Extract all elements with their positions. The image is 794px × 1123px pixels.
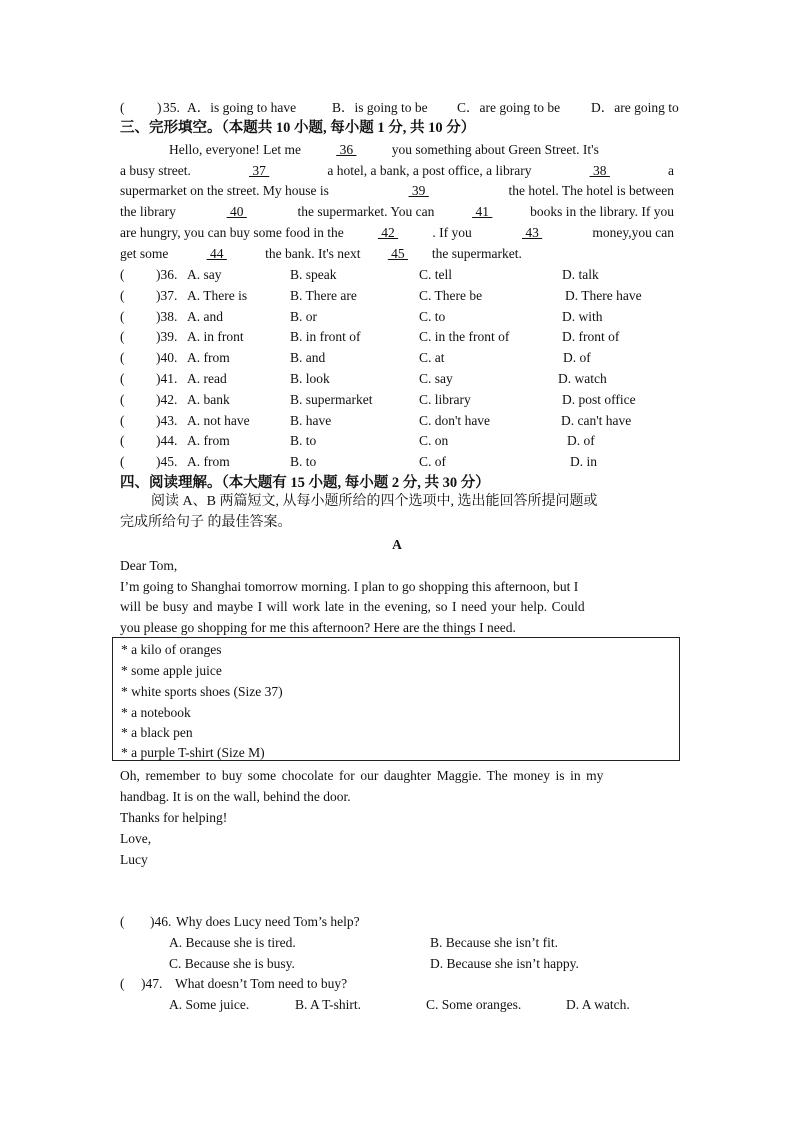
option-c[interactable]: C. at — [419, 350, 445, 366]
option-b[interactable]: B. in front of — [290, 329, 361, 345]
option-b[interactable]: B. A T-shirt. — [295, 997, 362, 1012]
cloze-question-row — [120, 453, 680, 471]
cloze-line-4: the library 40 the supermarket. You can 41 books in the library. If you — [120, 204, 674, 219]
cloze-line-1: Hello, everyone! Let me 36 you something about Green Street. It's — [169, 142, 599, 157]
option-d[interactable]: D．are going to — [591, 100, 679, 115]
option-b[interactable]: B. and — [290, 350, 326, 366]
option-a[interactable]: A. read — [187, 371, 227, 386]
question-number: )36. — [156, 267, 178, 282]
cloze-question-row — [120, 391, 680, 409]
option-b[interactable]: B. supermarket — [290, 391, 373, 407]
list-item: * a notebook — [121, 705, 191, 720]
cloze-question-row — [120, 412, 680, 430]
cloze-line-5: are hungry, you can buy some food in the 42 . If you 43 money,you can — [120, 225, 674, 240]
answer-paren-close: ) — [157, 100, 162, 115]
option-c[interactable]: C. in the front of — [419, 329, 510, 345]
option-c[interactable]: C. of — [419, 454, 446, 470]
option-d[interactable]: D. talk — [562, 267, 599, 282]
option-a[interactable]: A. in front — [187, 329, 244, 345]
cloze-line-6: get some 44 the bank. It's next 45 the supermarket. — [120, 246, 522, 261]
list-item: * a purple T-shirt (Size M) — [121, 745, 265, 760]
question-number: 35. — [163, 100, 180, 115]
answer-paren[interactable]: ( — [120, 371, 125, 386]
option-b[interactable]: B. to — [290, 433, 317, 449]
option-b[interactable]: B. or — [290, 308, 317, 324]
option-a[interactable]: A. from — [187, 350, 230, 366]
blank-41[interactable]: 41 — [472, 204, 493, 219]
option-c[interactable]: C．are going to be — [457, 100, 561, 115]
answer-paren[interactable]: ( — [120, 100, 125, 115]
option-d[interactable]: D. post office — [562, 391, 636, 407]
option-c[interactable]: C. on — [419, 433, 449, 449]
option-c[interactable]: C. Because she is busy. — [169, 956, 295, 971]
answer-paren[interactable]: ( — [120, 350, 125, 366]
blank-42[interactable]: 42 — [377, 225, 399, 240]
cloze-question-row — [120, 287, 680, 305]
cloze-question-row — [120, 266, 680, 284]
section-4-heading: 四、阅读理解。（本大题有 15 小题, 每小题 2 分, 共 30 分） — [120, 475, 490, 491]
option-d[interactable]: D. in — [570, 454, 597, 470]
question-number: )37. — [156, 287, 178, 303]
cloze-question-row — [120, 328, 680, 346]
answer-paren[interactable]: ( — [120, 308, 125, 324]
list-item: * white sports shoes (Size 37) — [121, 684, 283, 699]
blank-37[interactable]: 37 — [249, 163, 270, 178]
blank-36[interactable]: 36 — [336, 142, 357, 157]
option-a[interactable]: A. Some juice. — [169, 997, 250, 1012]
option-d[interactable]: D. can't have — [561, 412, 632, 428]
answer-paren[interactable]: ( — [120, 287, 125, 303]
question-46-options — [120, 955, 680, 973]
option-c[interactable]: C. to — [419, 308, 446, 324]
answer-paren[interactable]: ( — [120, 433, 125, 449]
answer-paren[interactable]: ( — [120, 412, 125, 428]
blank-44[interactable]: 44 — [206, 246, 227, 261]
question-number: )47. — [141, 976, 163, 991]
option-a[interactable]: A. from — [187, 454, 230, 470]
cloze-question-row — [120, 432, 680, 450]
option-d[interactable]: D. with — [562, 308, 603, 324]
option-c[interactable]: C. There be — [419, 287, 483, 303]
option-a[interactable]: A．is going to have — [187, 100, 297, 115]
option-b[interactable]: B. Because she isn’t fit. — [430, 935, 558, 950]
letter-line: Love, — [120, 831, 152, 846]
question-46 — [120, 913, 680, 931]
question-stem: What doesn’t Tom need to buy? — [175, 976, 348, 991]
blank-39[interactable]: 39 — [408, 183, 429, 198]
list-item: * a black pen — [121, 725, 193, 740]
blank-45[interactable]: 45 — [387, 246, 409, 261]
option-b[interactable]: B. to — [290, 454, 317, 470]
question-stem: Why does Lucy need Tom’s help? — [176, 914, 360, 929]
question-number: )46. — [150, 914, 172, 929]
question-47 — [120, 975, 680, 993]
cloze-question-row — [120, 370, 680, 388]
letter-line: Thanks for helping! — [120, 810, 228, 825]
letter-line: you please go shopping for me this afternoon? Here are the things I need. — [120, 620, 516, 635]
option-a[interactable]: A. Because she is tired. — [169, 935, 296, 950]
option-c[interactable]: C. say — [419, 371, 453, 386]
option-d[interactable]: D. of — [563, 350, 591, 366]
letter-line: handbag. It is on the wall, behind the door. — [120, 789, 351, 804]
option-d[interactable]: D. front of — [562, 329, 620, 345]
question-number: )38. — [156, 308, 178, 324]
question-47-options — [120, 996, 680, 1014]
letter-line: I’m going to Shanghai tomorrow morning. I plan to go shopping this afternoon, but I — [120, 579, 579, 594]
option-d[interactable]: D. watch — [558, 371, 607, 386]
blank-40[interactable]: 40 — [226, 204, 247, 219]
option-b[interactable]: B. look — [290, 371, 330, 386]
question-number: )45. — [156, 454, 178, 470]
question-number: )39. — [156, 329, 178, 345]
cloze-line-2: a busy street. 37 a hotel, a bank, a post office, a library 38 a — [120, 163, 674, 178]
option-d[interactable]: D. of — [567, 433, 595, 449]
option-c[interactable]: C. don't have — [419, 412, 491, 428]
section-4-instruction-1: 阅读 A、B 两篇短文, 从每小题所给的四个选项中, 选出能回答所提问题或 — [151, 494, 598, 509]
list-item: * a kilo of oranges — [121, 642, 222, 657]
answer-paren[interactable]: ( — [120, 914, 125, 929]
blank-38[interactable]: 38 — [589, 163, 610, 178]
letter-line: Oh, remember to buy some chocolate for our daughter Maggie. The money is in my — [120, 768, 604, 783]
question-number: )41. — [156, 371, 178, 386]
question-35 — [120, 99, 700, 117]
letter-greeting: Dear Tom, — [120, 558, 178, 573]
blank-43[interactable]: 43 — [521, 225, 543, 240]
option-c[interactable]: C. library — [419, 391, 471, 407]
passage-title: A — [392, 537, 402, 552]
option-c[interactable]: C. Some oranges. — [426, 997, 522, 1012]
section-3-heading: 三、完形填空。（本题共 10 小题, 每小题 1 分, 共 10 分） — [120, 120, 476, 136]
option-a[interactable]: A. bank — [187, 391, 230, 407]
option-d[interactable]: D. There have — [565, 287, 642, 303]
question-number: )40. — [156, 350, 178, 366]
option-a[interactable]: A. from — [187, 433, 230, 449]
option-b[interactable]: B．is going to be — [332, 100, 428, 115]
answer-paren[interactable]: ( — [120, 267, 125, 282]
question-number: )42. — [156, 391, 178, 407]
option-b[interactable]: B. have — [290, 412, 332, 428]
option-d[interactable]: D. Because she isn’t happy. — [430, 956, 579, 971]
option-d[interactable]: D. A watch. — [566, 997, 630, 1012]
option-b[interactable]: B. speak — [290, 267, 337, 282]
option-a[interactable]: A. There is — [187, 287, 248, 303]
option-b[interactable]: B. There are — [290, 287, 357, 303]
question-number: )43. — [156, 412, 178, 428]
answer-paren[interactable]: ( — [120, 391, 125, 407]
option-a[interactable]: A. and — [187, 308, 223, 324]
section-4-instruction-2: 完成所给句子 的最佳答案。 — [120, 515, 292, 530]
answer-paren[interactable]: ( — [120, 329, 125, 345]
option-a[interactable]: A. not have — [187, 412, 250, 428]
answer-paren[interactable]: ( — [120, 454, 125, 470]
cloze-question-row — [120, 308, 680, 326]
letter-signature: Lucy — [120, 852, 148, 867]
letter-line: will be busy and maybe I will work late in the evening, so I need your help. Could — [120, 599, 585, 614]
cloze-question-row — [120, 349, 680, 367]
answer-paren[interactable]: ( — [120, 976, 125, 991]
cloze-line-3: supermarket on the street. My house is 39 the hotel. The hotel is between — [120, 183, 674, 198]
question-number: )44. — [156, 433, 178, 449]
list-item: * some apple juice — [121, 663, 222, 678]
question-46-options — [120, 934, 680, 952]
option-a[interactable]: A. say — [187, 267, 222, 282]
shopping-list-box — [112, 637, 680, 761]
option-c[interactable]: C. tell — [419, 267, 452, 282]
